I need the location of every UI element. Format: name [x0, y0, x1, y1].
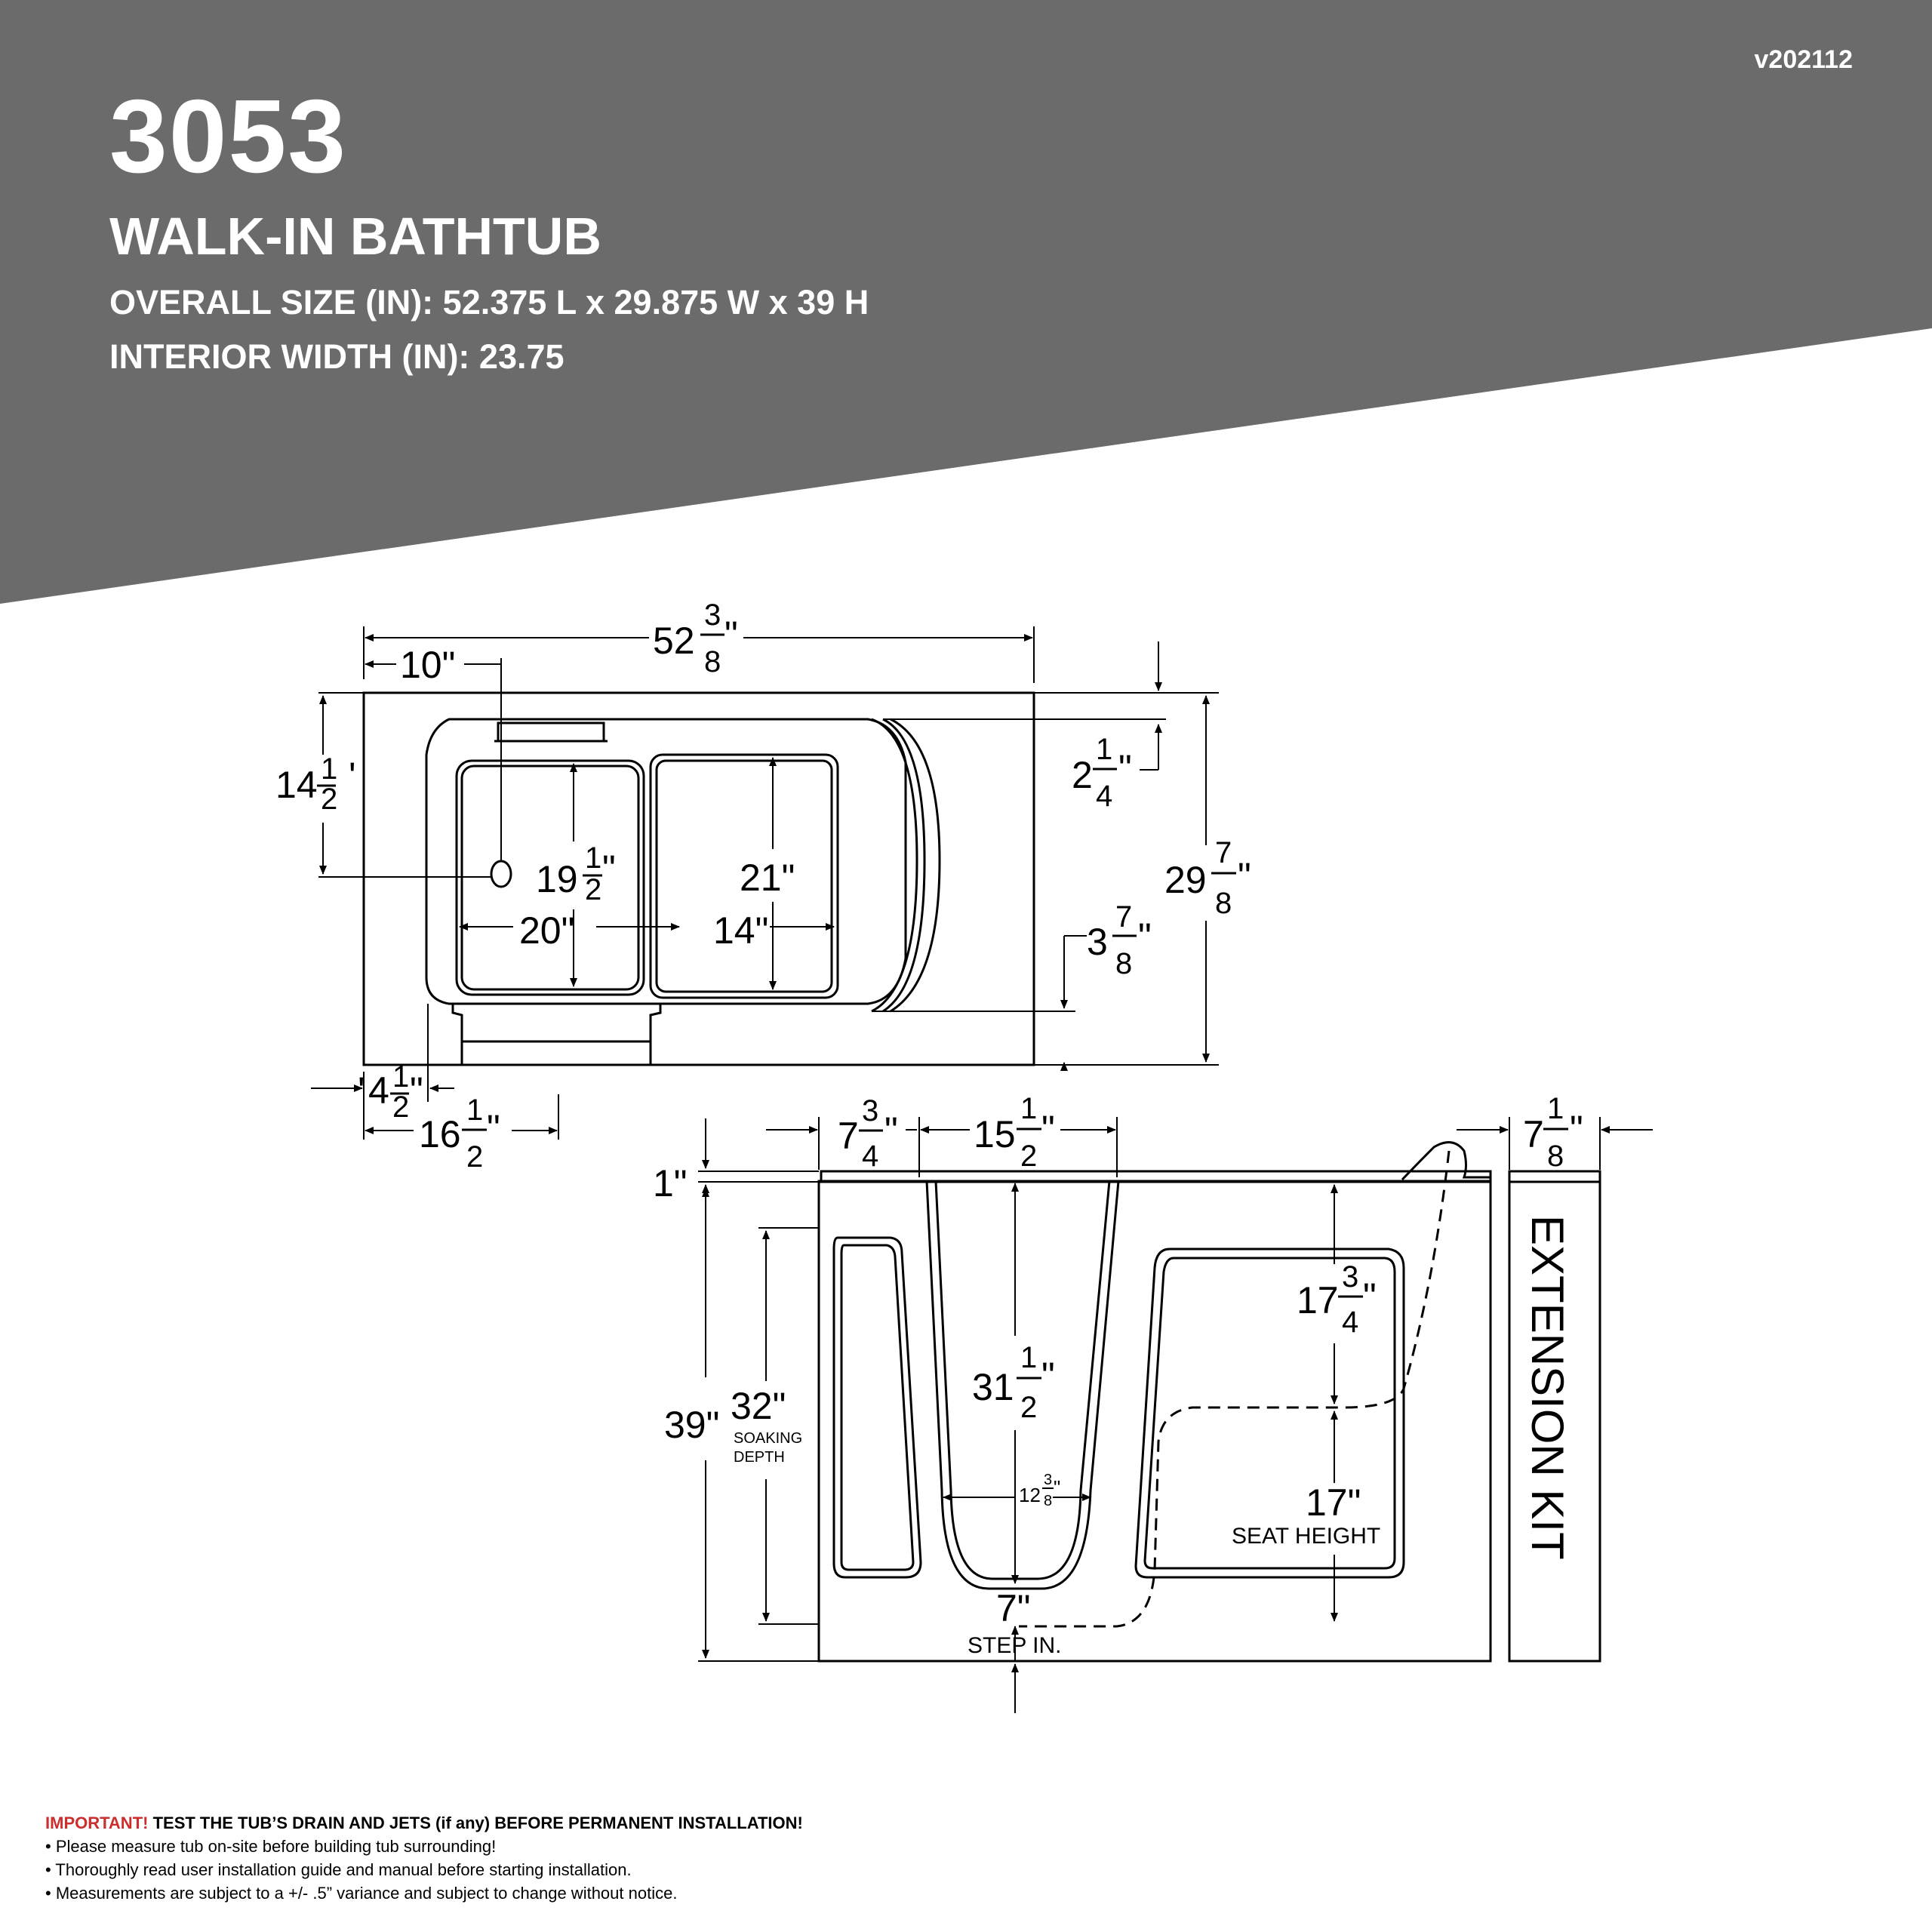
soaking-label-1: SOAKING [734, 1430, 803, 1447]
interior-profile-dashed [1019, 1151, 1449, 1626]
dim-seat-height: 17" [1306, 1481, 1361, 1524]
door-step [453, 1004, 462, 1065]
dim-width-num: 7 [1215, 836, 1232, 869]
dim-drain-side-whole: 14 [275, 764, 318, 806]
note-line: • Measurements are subject to a +/- .5” variance and subject to change without notice. [45, 1884, 678, 1903]
svg-text:": " [1138, 915, 1152, 958]
dim-front-ledge-whole: 2 [1072, 754, 1093, 796]
dim-length-whole: 52 [653, 620, 695, 662]
svg-text:": " [410, 1069, 423, 1112]
svg-text:": " [487, 1107, 500, 1149]
dim-door-offset-den: 2 [392, 1091, 410, 1124]
control-panel [498, 723, 604, 741]
svg-text:": " [1118, 747, 1132, 789]
note-line: • Thoroughly read user installation guide and manual before starting installation. [45, 1860, 632, 1879]
drain-circle [491, 861, 511, 887]
rear-curve-1 [872, 719, 917, 1011]
dim-left-wall-num: 3 [862, 1094, 879, 1128]
top-view-labels [275, 598, 1251, 1174]
dim-door-height-den: 2 [1020, 1391, 1038, 1424]
dim-footwell-length: 20" [519, 909, 575, 952]
dim-door-opening-den: 2 [1020, 1140, 1038, 1173]
dim-door-width-num: 1 [466, 1094, 484, 1127]
model-number: 3053 [109, 78, 347, 195]
dim-drain-offset: 10" [400, 644, 456, 686]
dim-seat-depth: 21" [740, 857, 795, 899]
svg-text:": " [602, 848, 616, 890]
dim-extension-den: 8 [1547, 1140, 1564, 1173]
soaking-label-2: DEPTH [734, 1449, 785, 1466]
extension-kit-label: EXTENSION KIT [1522, 1215, 1573, 1560]
dim-left-wall-den: 4 [862, 1140, 879, 1173]
front-view [819, 1143, 1600, 1661]
svg-text:': ' [358, 1069, 365, 1112]
dim-front-ledge-num: 1 [1096, 733, 1113, 766]
svg-text:": " [1570, 1108, 1583, 1150]
dim-step-in: 7" [996, 1587, 1031, 1629]
dim-footwell-depth-whole: 19 [536, 858, 578, 900]
overall-size: OVERALL SIZE (IN): 52.375 L x 29.875 W x 39 H [109, 283, 869, 321]
dim-backrest-num: 3 [1342, 1260, 1359, 1294]
version-code: v202112 [1754, 45, 1853, 74]
dim-overall-height: 39" [664, 1404, 720, 1446]
dim-soaking-depth: 32" [731, 1385, 786, 1427]
dim-drain-side-den: 2 [321, 783, 338, 816]
seat-height-label: SEAT HEIGHT [1232, 1524, 1381, 1549]
dim-length-num: 3 [704, 598, 721, 632]
important-label: IMPORTANT! [45, 1814, 149, 1832]
left-access-panel [834, 1238, 921, 1577]
svg-text:": " [1041, 1355, 1055, 1397]
dim-door-opening-whole: 15 [974, 1113, 1016, 1155]
dim-door-width-den: 2 [466, 1140, 484, 1174]
rear-curve-3 [891, 719, 940, 1011]
dim-door-bottom-den: 8 [1044, 1493, 1053, 1509]
dim-door-height-whole: 31 [972, 1366, 1014, 1408]
dim-width-whole: 29 [1164, 859, 1207, 901]
dim-front-ledge-den: 4 [1096, 780, 1113, 813]
dim-rim: 1" [653, 1162, 688, 1204]
dim-rear-ledge-whole: 3 [1087, 921, 1108, 963]
dim-extension-whole: 7 [1523, 1113, 1544, 1155]
dim-rear-ledge-num: 7 [1115, 900, 1133, 934]
svg-text:": " [1363, 1275, 1377, 1318]
svg-text:": " [884, 1109, 898, 1152]
dim-extension-num: 1 [1547, 1092, 1564, 1125]
dim-footwell-depth-den: 2 [585, 873, 602, 906]
svg-text:': ' [349, 755, 356, 797]
note-line: • Please measure tub on-site before building tub surrounding! [45, 1837, 497, 1856]
dim-rear-ledge-den: 8 [1115, 947, 1133, 980]
dim-length-den: 8 [704, 645, 721, 678]
installation-notes [45, 1811, 803, 1905]
dim-drain-side-num: 1 [321, 752, 338, 786]
top-view [364, 693, 1034, 1065]
dim-door-bottom-num: 3 [1044, 1472, 1053, 1488]
notes-headline [45, 1811, 803, 1835]
dim-door-width-whole: 16 [419, 1113, 461, 1155]
svg-text:": " [1054, 1476, 1061, 1499]
dim-footwell-depth-num: 1 [585, 841, 602, 875]
dim-backrest-den: 4 [1342, 1306, 1359, 1339]
dim-door-height-num: 1 [1020, 1341, 1038, 1374]
svg-text:": " [1041, 1108, 1055, 1150]
interior-width: INTERIOR WIDTH (IN): 23.75 [109, 337, 565, 376]
dim-left-wall-whole: 7 [838, 1115, 859, 1157]
dim-door-offset-whole: 4 [368, 1069, 389, 1112]
dim-backrest-whole: 17 [1297, 1279, 1339, 1321]
dim-door-opening-num: 1 [1020, 1092, 1038, 1125]
svg-text:": " [724, 614, 738, 656]
product-title: WALK-IN BATHTUB [109, 207, 601, 266]
dim-seat-length: 14" [713, 909, 769, 952]
dim-width-den: 8 [1215, 887, 1232, 920]
step-in-label: STEP IN. [968, 1633, 1062, 1658]
svg-text:": " [1238, 855, 1251, 897]
front-view-labels [653, 1092, 1583, 1658]
dim-door-offset-num: 1 [392, 1060, 410, 1094]
headline-text: TEST THE TUB’S DRAIN AND JETS (if any) BEFORE PERMANENT INSTALLATION! [148, 1814, 803, 1832]
dim-door-bottom-whole: 12 [1019, 1484, 1041, 1506]
tub-outline-top [364, 693, 1034, 1065]
